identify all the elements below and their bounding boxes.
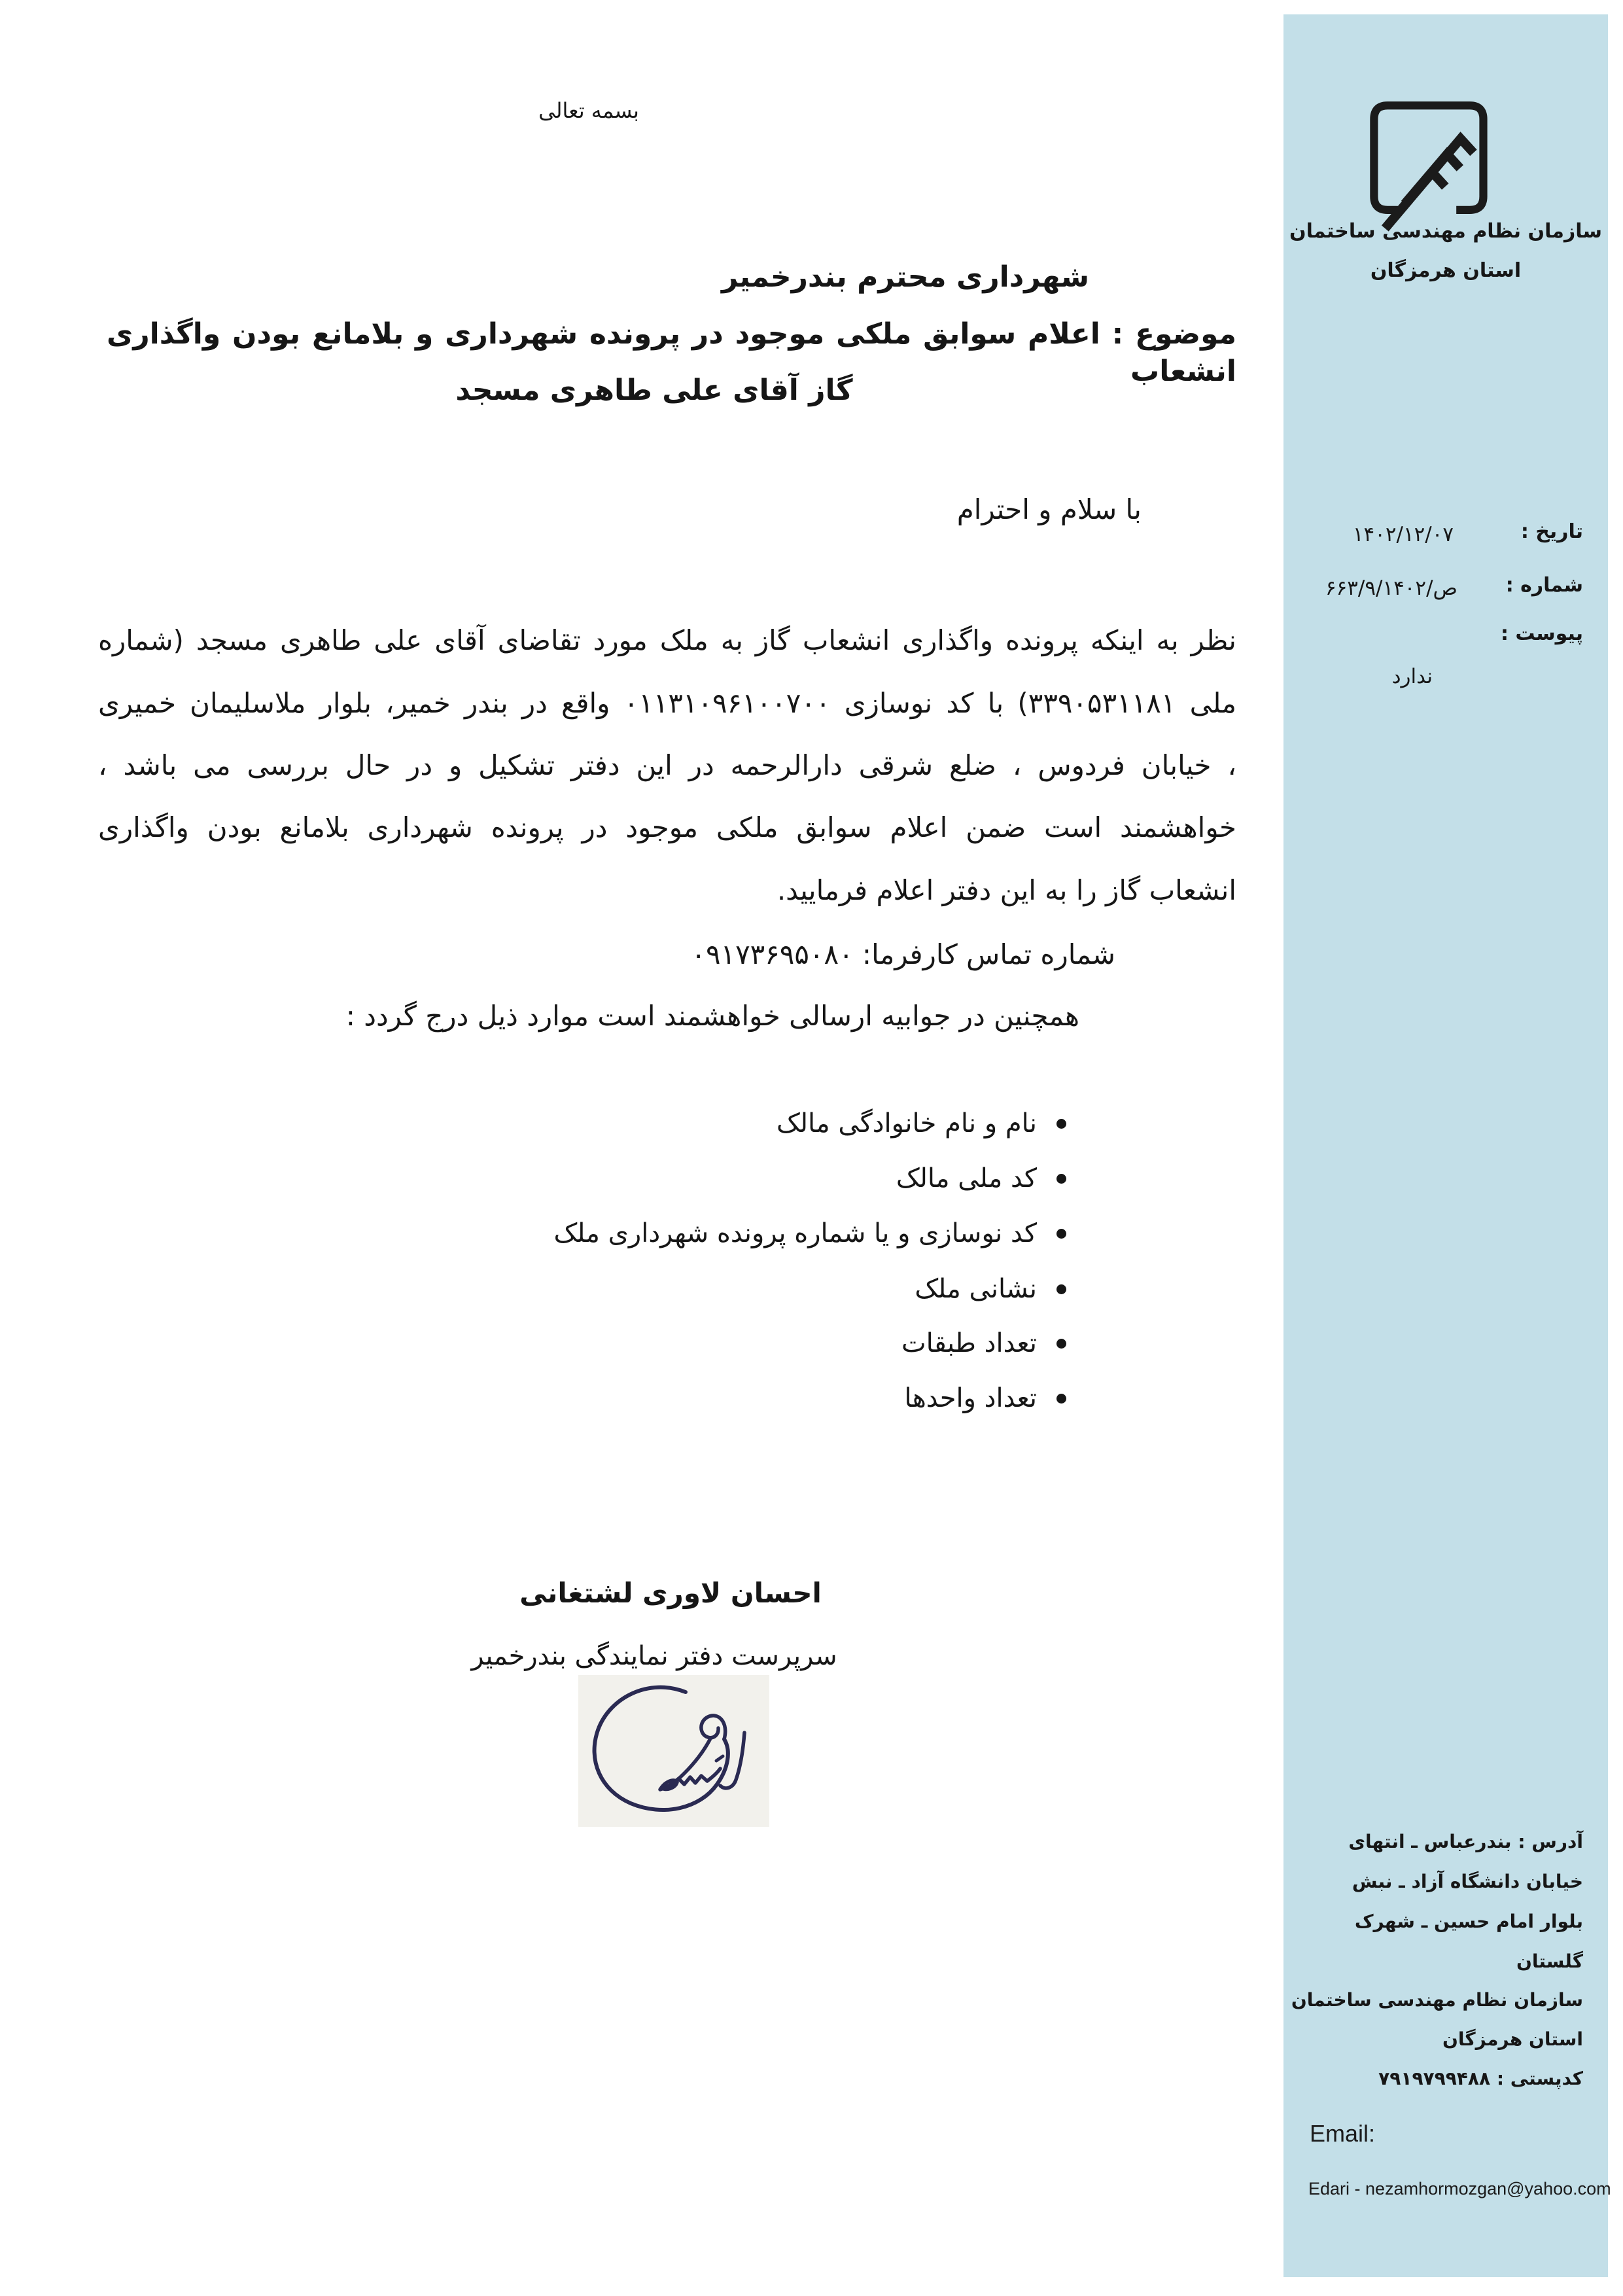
list-item-label: تعداد واحدها <box>904 1383 1037 1413</box>
body-line: خواهشمند است ضمن اعلام سوابق ملکی موجود در پرونده شهرداری بلامانع بودن واگذاری <box>98 811 1236 843</box>
attachment-label: پیوست : <box>1500 622 1583 645</box>
list-item <box>901 1327 1066 1360</box>
attachment-value: ندارد <box>1391 665 1433 688</box>
signer-title: سرپرست دفتر نمایندگی بندرخمیر <box>471 1641 837 1671</box>
list-item <box>905 1382 1067 1415</box>
salutation-line: با سلام و احترام <box>956 493 1142 525</box>
email-label: Email: <box>1310 2120 1376 2147</box>
list-item-label: کد ملی مالک <box>896 1163 1037 1193</box>
body-line: انشعاب گاز را به این دفتر اعلام فرمایید. <box>777 874 1236 906</box>
body-line: ملی ۳۳۹۰۵۳۱۱۸۱) با کد نوسازی ۰۱۱۳۱۰۹۶۱۰۰۷۰۰ واقع در بندر خمیر، بلوار ملاسلیمان خمیری <box>98 687 1236 719</box>
bullet-icon <box>1056 1174 1066 1184</box>
address-line: استان هرمزگان <box>1442 2028 1583 2050</box>
bullet-icon <box>1056 1394 1066 1404</box>
address-line: گلستان <box>1516 1951 1583 1972</box>
address-line: بلوار امام حسین ـ شهرک <box>1354 1911 1583 1932</box>
bismillah-heading: بسمه تعالی <box>538 98 639 123</box>
body-line: ، خیابان فردوس ، ضلع شرقی دارالرحمه در این دفتر تشکیل و در حال بررسی می باشد ، <box>98 749 1236 781</box>
date-label: تاریخ : <box>1520 520 1583 543</box>
bullet-icon <box>1056 1229 1066 1239</box>
employer-phone-line: شماره تماس کارفرما: ۰۹۱۷۳۶۹۵۰۸۰ <box>691 938 1115 970</box>
date-value: ۱۴۰۲/۱۲/۰۷ <box>1352 523 1454 546</box>
bullet-icon <box>1056 1119 1066 1129</box>
sidebar-panel <box>1283 14 1608 2277</box>
number-value: ص/۶۶۳/۹/۱۴۰۲ <box>1325 576 1457 600</box>
org-name-line-1: سازمان نظام مهندسی ساختمان <box>1289 220 1602 243</box>
recipient-line: شهرداری محترم بندرخمیر <box>722 260 1089 294</box>
list-item <box>896 1162 1066 1195</box>
list-item <box>915 1273 1066 1305</box>
postal-code-line: کدپستی : ۷۹۱۹۷۹۹۴۸۸ <box>1378 2068 1583 2089</box>
bullet-icon <box>1056 1339 1066 1349</box>
address-line: آدرس : بندرعباس ـ انتهای <box>1348 1831 1583 1852</box>
signer-name: احسان لاوری لشتغانی <box>519 1577 822 1609</box>
followup-request-line: همچنین در جوابیه ارسالی خواهشمند است موارد ذیل درج گردد : <box>345 1000 1079 1032</box>
org-name-line-2: استان هرمزگان <box>1370 259 1522 282</box>
body-line: نظر به اینکه پرونده واگذاری انشعاب گاز به ملک مورد تقاضای آقای علی طاهری مسجد (شماره <box>98 624 1236 656</box>
subject-line-2: گاز آقای علی طاهری مسجد <box>455 374 853 407</box>
number-label: شماره : <box>1505 574 1583 597</box>
address-line: سازمان نظام مهندسی ساختمان <box>1291 1989 1583 2011</box>
list-item <box>553 1217 1066 1250</box>
list-item <box>777 1107 1066 1140</box>
list-item-label: نشانی ملک <box>915 1274 1037 1304</box>
bullet-icon <box>1056 1284 1066 1294</box>
handwritten-signature-icon <box>581 1678 767 1824</box>
list-item-label: کد نوسازی و یا شماره پرونده شهرداری ملک <box>553 1218 1037 1248</box>
list-item-label: تعداد طبقات <box>901 1328 1037 1358</box>
email-address: Edari - nezamhormozgan@yahoo.com <box>1308 2179 1611 2199</box>
subject-line-1: موضوع : اعلام سوابق ملکی موجود در پرونده شهرداری و بلامانع بودن واگذاری انشعاب <box>107 317 1236 389</box>
list-item-label: نام و نام خانوادگی مالک <box>777 1108 1037 1139</box>
address-line: خیابان دانشگاه آزاد ـ نبش <box>1352 1871 1583 1892</box>
